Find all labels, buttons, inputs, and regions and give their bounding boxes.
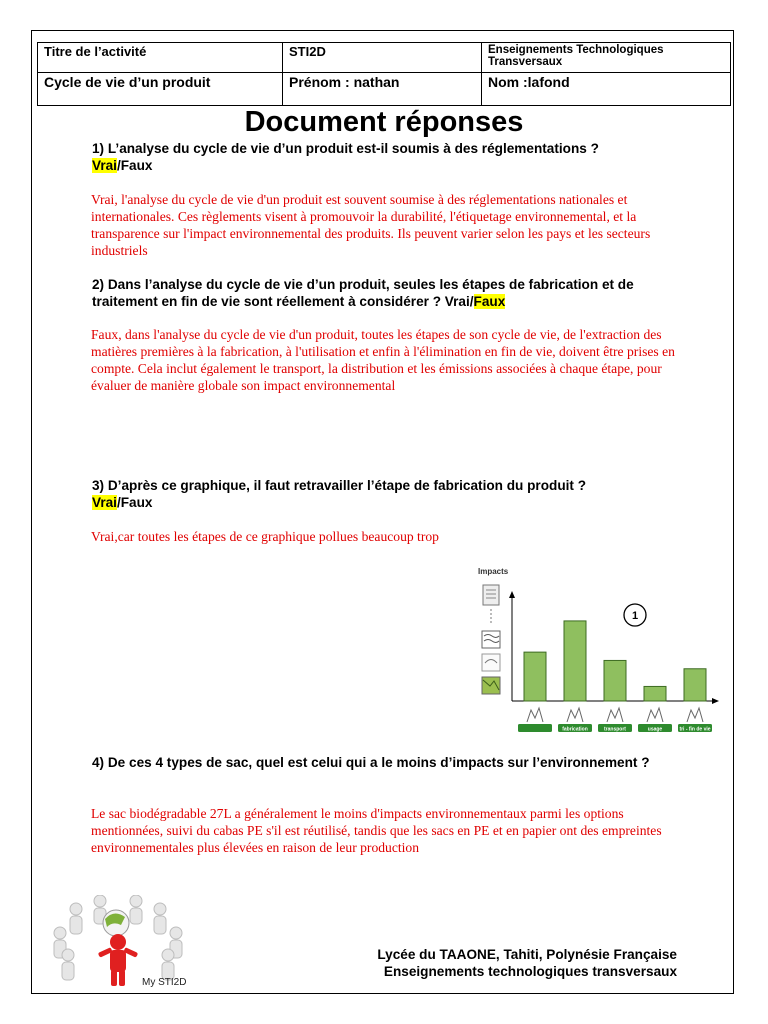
footer-course: Enseignements technologiques transversaux	[383, 964, 677, 979]
air-icon	[482, 654, 500, 671]
question-2	[92, 276, 682, 310]
option-vrai: Vrai	[444, 294, 470, 309]
bar-3	[644, 686, 666, 701]
stage-icon-3	[647, 708, 663, 722]
x-label-1: fabrication	[562, 726, 588, 733]
x-label-badge-0	[518, 724, 552, 732]
header-row-2	[38, 73, 731, 106]
option-separator: /	[116, 495, 121, 510]
header-cell-lastname: Nom :lafond	[482, 73, 731, 106]
footer	[377, 946, 677, 980]
answer-4: Le sac biodégradable 27L a généralement le moins d'impacts environnementaux parmi les options mentionnées, suivi du cabas PE s'il est réutilisé, tandis que les sacs en PE et en papier ont des empreintes environnementales plus élevées en raison de leur production	[91, 806, 662, 855]
header-cell-section: STI2D	[283, 43, 482, 73]
impacts-bar-chart	[474, 562, 720, 736]
header-cell-activity-title: Cycle de vie d’un produit	[38, 73, 283, 106]
bar-1	[564, 621, 586, 701]
stage-icon-2	[607, 708, 623, 722]
header-table	[37, 42, 731, 106]
option-vrai-selected: Vrai	[92, 158, 117, 173]
question-3	[92, 477, 682, 511]
x-label-2: transport	[604, 726, 626, 733]
footer-school: Lycée du TAAONE, Tahiti, Polynésie Française	[377, 947, 677, 962]
question-1	[92, 140, 682, 174]
x-label-4: tri - fin de vie	[679, 726, 711, 733]
chart-ylabel: Impacts	[478, 567, 509, 576]
option-faux-selected: Faux	[473, 294, 506, 309]
header-cell-firstname: Prénom : nathan	[283, 73, 482, 106]
question-3-options	[92, 494, 682, 511]
bar-0	[524, 652, 546, 701]
y-axis-arrow	[509, 591, 515, 598]
question-1-options	[92, 157, 682, 174]
header-cell-activity-label: Titre de l’activité	[38, 43, 283, 73]
my-sti2d-logo	[38, 895, 198, 991]
annotation-label: 1	[631, 610, 639, 622]
water-icon	[482, 631, 500, 648]
option-separator: /	[116, 158, 121, 173]
bar-4	[684, 669, 706, 701]
header-cell-teaching: Enseignements Technologiques Transversaux	[482, 43, 731, 73]
option-separator: /	[469, 294, 474, 309]
answer-2: Faux, dans l'analyse du cycle de vie d'un produit, toutes les étapes de son cycle de vie, de l'extraction des matières premières à la fabrication, à l'utilisation et enfin à l'élimination en fin de vie, doivent être prises en compte. Cela inclut également le transport, la distribution et les émissions associées à chaque étape, pour évaluer de manière globale son impact environnemental	[91, 327, 675, 393]
stage-icon-0	[527, 708, 543, 722]
red-figure-icon	[98, 934, 138, 986]
option-faux: Faux	[120, 495, 153, 510]
stage-icons	[527, 708, 703, 722]
logo-caption: My STI2D	[142, 977, 187, 988]
answer-3: Vrai,car toutes les étapes de ce graphique pollues beaucoup trop	[91, 529, 439, 544]
page-title: Document réponses	[244, 106, 524, 138]
x-label-3: usage	[647, 726, 663, 733]
question-4: 4) De ces 4 types de sac, quel est celui qui a le moins d’impacts sur l’environnement ?	[92, 755, 650, 770]
stage-icon-1	[567, 708, 583, 722]
x-axis-arrow	[712, 698, 719, 704]
chart-bars	[524, 621, 706, 701]
chart-x-labels	[518, 724, 712, 733]
bar-2	[604, 660, 626, 701]
question-2-text: 2) Dans l’analyse du cycle de vie d’un produit, seules les étapes de fabrication et de traitement en fin de vie sont réellement à considérer ?	[92, 277, 634, 309]
stage-icon-4	[687, 708, 703, 722]
header-row-1	[38, 43, 731, 73]
question-3-text: 3) D’après ce graphique, il faut retravailler l’étape de fabrication du produit ?	[92, 478, 587, 493]
answer-1: Vrai, l'analyse du cycle de vie d'un produit est souvent soumise à des réglementations nationales et internationales. Ces règlements visent à promouvoir la durabilité, l'étiquetage environnemental, et la transparence sur l'impact environnemental des produits. Ils peuvent varier selon les pays et les secteurs industriels	[91, 192, 651, 258]
question-1-text: 1) L’analyse du cycle de vie d’un produit est-il soumis à des réglementations ?	[92, 141, 599, 156]
option-faux: Faux	[120, 158, 153, 173]
option-vrai-selected: Vrai	[92, 495, 117, 510]
document-icon	[483, 585, 499, 605]
impact-icons	[482, 585, 500, 694]
